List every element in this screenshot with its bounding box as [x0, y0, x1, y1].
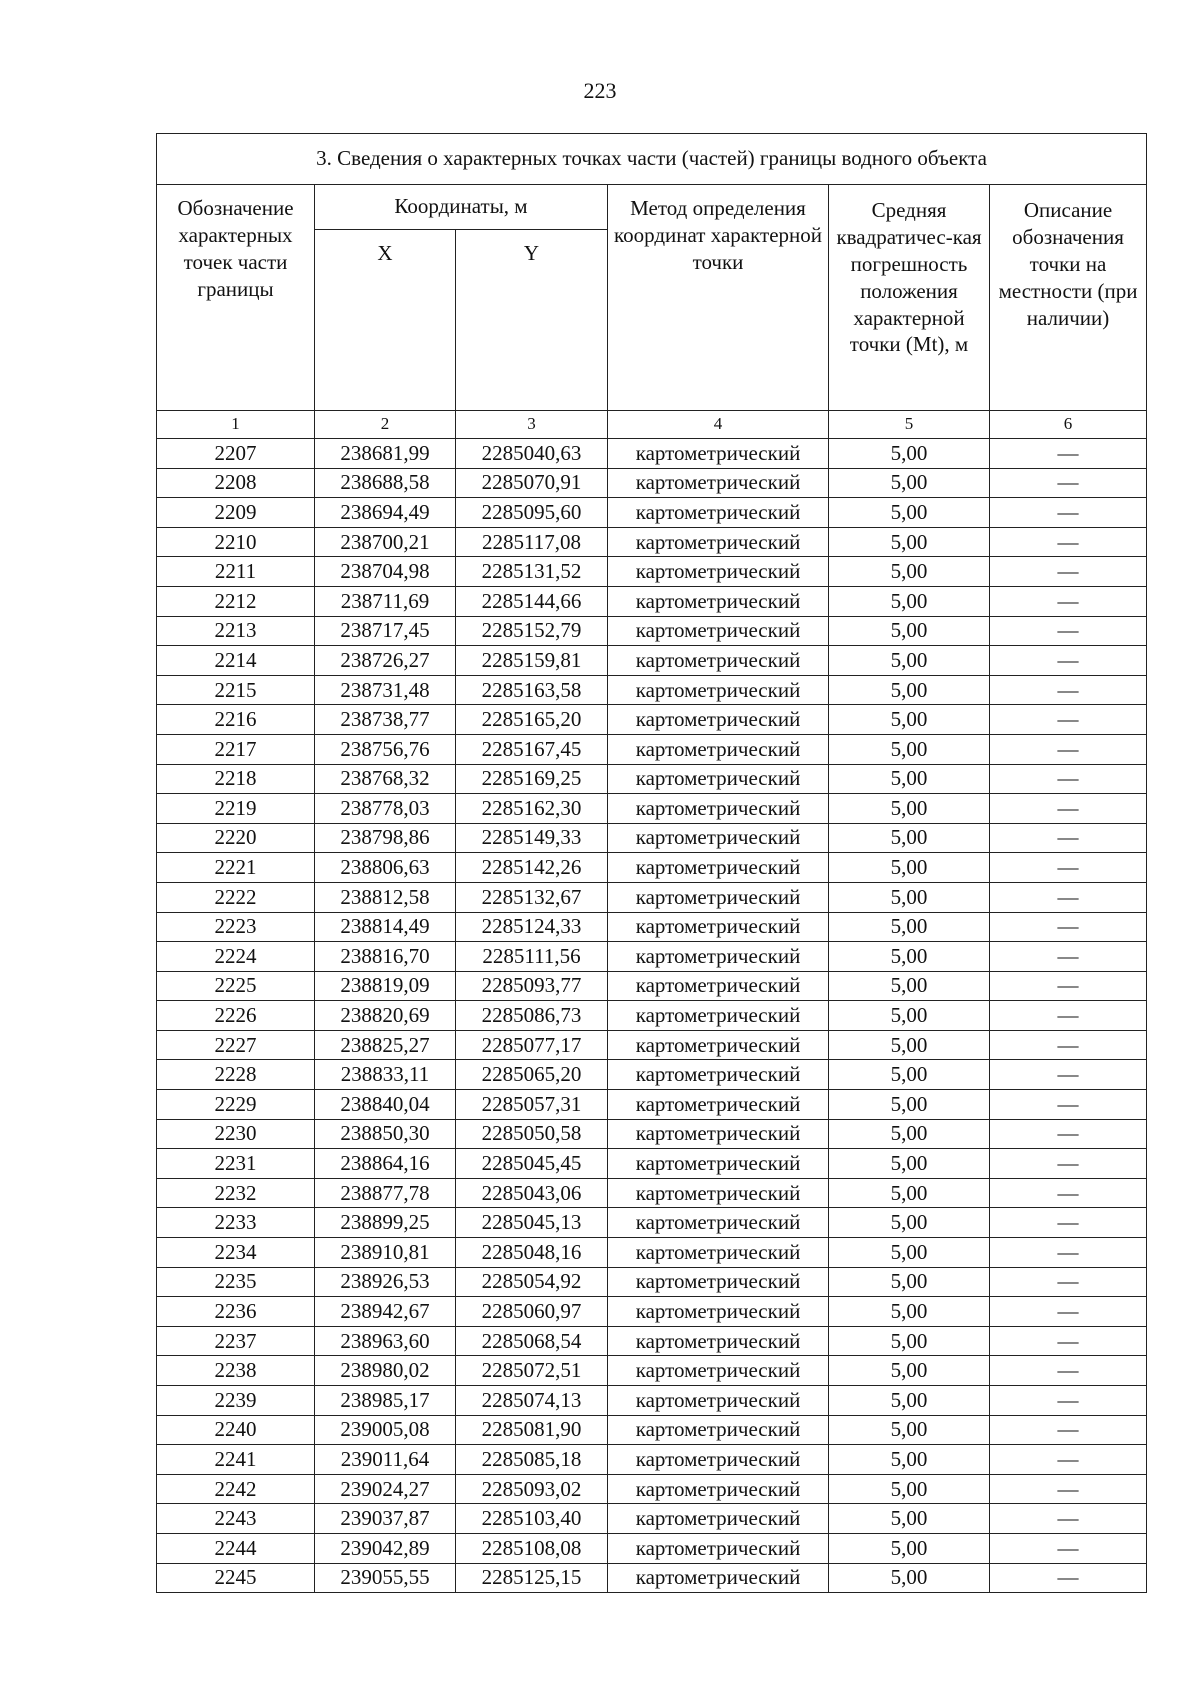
header-description: Описание обозначения точки на местности (при наличии) [990, 185, 1147, 411]
description-cell: — [990, 616, 1147, 646]
table-row [157, 823, 1147, 853]
table-row [157, 1238, 1147, 1268]
description-cell: — [990, 794, 1147, 824]
point-id-cell: 2242 [157, 1474, 315, 1504]
point-id-cell: 2244 [157, 1533, 315, 1563]
description-cell: — [990, 1326, 1147, 1356]
table-row [157, 1208, 1147, 1238]
description-cell: — [990, 646, 1147, 676]
point-id-cell: 2235 [157, 1267, 315, 1297]
error-value-cell: 5,00 [829, 1386, 990, 1416]
y-coordinate-cell: 2285125,15 [456, 1563, 608, 1593]
point-id-cell: 2216 [157, 705, 315, 735]
column-number: 5 [829, 411, 990, 439]
y-coordinate-cell: 2285050,58 [456, 1119, 608, 1149]
error-value-cell: 5,00 [829, 942, 990, 972]
column-number: 3 [456, 411, 608, 439]
description-cell: — [990, 1208, 1147, 1238]
table-row [157, 1386, 1147, 1416]
column-number: 2 [315, 411, 456, 439]
error-value-cell: 5,00 [829, 1178, 990, 1208]
x-coordinate-cell: 238926,53 [315, 1267, 456, 1297]
x-coordinate-cell: 238850,30 [315, 1119, 456, 1149]
description-cell: — [990, 1238, 1147, 1268]
y-coordinate-cell: 2285048,16 [456, 1238, 608, 1268]
y-coordinate-cell: 2285142,26 [456, 853, 608, 883]
y-coordinate-cell: 2285132,67 [456, 882, 608, 912]
x-coordinate-cell: 238681,99 [315, 439, 456, 469]
description-cell: — [990, 439, 1147, 469]
point-id-cell: 2220 [157, 823, 315, 853]
x-coordinate-cell: 238756,76 [315, 734, 456, 764]
method-cell: картометрический [608, 1356, 829, 1386]
header-point-name: Обозначение характерных точек части границы [157, 185, 315, 411]
method-cell: картометрический [608, 1386, 829, 1416]
column-number: 6 [990, 411, 1147, 439]
description-cell: — [990, 557, 1147, 587]
error-value-cell: 5,00 [829, 616, 990, 646]
point-id-cell: 2215 [157, 675, 315, 705]
table-row [157, 1504, 1147, 1534]
description-cell: — [990, 1504, 1147, 1534]
point-id-cell: 2228 [157, 1060, 315, 1090]
table-row [157, 1297, 1147, 1327]
point-id-cell: 2222 [157, 882, 315, 912]
table-header [157, 134, 1147, 439]
error-value-cell: 5,00 [829, 439, 990, 469]
y-coordinate-cell: 2285095,60 [456, 498, 608, 528]
header-coordinates: Координаты, м [315, 185, 608, 230]
point-id-cell: 2221 [157, 853, 315, 883]
method-cell: картометрический [608, 882, 829, 912]
table-row [157, 586, 1147, 616]
table-row [157, 616, 1147, 646]
method-cell: картометрический [608, 1267, 829, 1297]
error-value-cell: 5,00 [829, 734, 990, 764]
method-cell: картометрический [608, 823, 829, 853]
method-cell: картометрический [608, 1504, 829, 1534]
error-value-cell: 5,00 [829, 912, 990, 942]
table-row [157, 1415, 1147, 1445]
description-cell: — [990, 912, 1147, 942]
y-coordinate-cell: 2285111,56 [456, 942, 608, 972]
y-coordinate-cell: 2285070,91 [456, 468, 608, 498]
point-id-cell: 2209 [157, 498, 315, 528]
x-coordinate-cell: 238820,69 [315, 1001, 456, 1031]
x-coordinate-cell: 238806,63 [315, 853, 456, 883]
point-id-cell: 2243 [157, 1504, 315, 1534]
description-cell: — [990, 468, 1147, 498]
x-coordinate-cell: 239011,64 [315, 1445, 456, 1475]
table-row [157, 1149, 1147, 1179]
y-coordinate-cell: 2285144,66 [456, 586, 608, 616]
x-coordinate-cell: 238768,32 [315, 764, 456, 794]
point-id-cell: 2207 [157, 439, 315, 469]
description-cell: — [990, 1533, 1147, 1563]
description-cell: — [990, 823, 1147, 853]
description-cell: — [990, 586, 1147, 616]
point-id-cell: 2240 [157, 1415, 315, 1445]
description-cell: — [990, 1178, 1147, 1208]
x-coordinate-cell: 238731,48 [315, 675, 456, 705]
table-row [157, 1119, 1147, 1149]
table-row [157, 1178, 1147, 1208]
method-cell: картометрический [608, 439, 829, 469]
table-row [157, 1474, 1147, 1504]
x-coordinate-cell: 238704,98 [315, 557, 456, 587]
error-value-cell: 5,00 [829, 1267, 990, 1297]
error-value-cell: 5,00 [829, 1149, 990, 1179]
method-cell: картометрический [608, 853, 829, 883]
error-value-cell: 5,00 [829, 1060, 990, 1090]
error-value-cell: 5,00 [829, 1504, 990, 1534]
method-cell: картометрический [608, 705, 829, 735]
x-coordinate-cell: 239042,89 [315, 1533, 456, 1563]
error-value-cell: 5,00 [829, 1326, 990, 1356]
error-value-cell: 5,00 [829, 882, 990, 912]
y-coordinate-cell: 2285131,52 [456, 557, 608, 587]
method-cell: картометрический [608, 1090, 829, 1120]
x-coordinate-cell: 238816,70 [315, 942, 456, 972]
description-cell: — [990, 1267, 1147, 1297]
method-cell: картометрический [608, 1178, 829, 1208]
error-value-cell: 5,00 [829, 646, 990, 676]
x-coordinate-cell: 238726,27 [315, 646, 456, 676]
method-cell: картометрический [608, 468, 829, 498]
error-value-cell: 5,00 [829, 1297, 990, 1327]
table-row [157, 1060, 1147, 1090]
y-coordinate-cell: 2285065,20 [456, 1060, 608, 1090]
y-coordinate-cell: 2285165,20 [456, 705, 608, 735]
x-coordinate-cell: 238688,58 [315, 468, 456, 498]
y-coordinate-cell: 2285077,17 [456, 1030, 608, 1060]
table-row [157, 675, 1147, 705]
method-cell: картометрический [608, 586, 829, 616]
method-cell: картометрический [608, 646, 829, 676]
table-body [157, 439, 1147, 1593]
point-id-cell: 2219 [157, 794, 315, 824]
point-id-cell: 2233 [157, 1208, 315, 1238]
y-coordinate-cell: 2285108,08 [456, 1533, 608, 1563]
description-cell: — [990, 527, 1147, 557]
error-value-cell: 5,00 [829, 764, 990, 794]
table-row [157, 764, 1147, 794]
x-coordinate-cell: 238717,45 [315, 616, 456, 646]
method-cell: картометрический [608, 1238, 829, 1268]
y-coordinate-cell: 2285124,33 [456, 912, 608, 942]
x-coordinate-cell: 238980,02 [315, 1356, 456, 1386]
y-coordinate-cell: 2285103,40 [456, 1504, 608, 1534]
x-coordinate-cell: 238877,78 [315, 1178, 456, 1208]
page-number: 223 [583, 78, 617, 103]
x-coordinate-cell: 238942,67 [315, 1297, 456, 1327]
point-id-cell: 2211 [157, 557, 315, 587]
x-coordinate-cell: 238738,77 [315, 705, 456, 735]
method-cell: картометрический [608, 1208, 829, 1238]
y-coordinate-cell: 2285081,90 [456, 1415, 608, 1445]
method-cell: картометрический [608, 1001, 829, 1031]
point-id-cell: 2232 [157, 1178, 315, 1208]
method-cell: картометрический [608, 1445, 829, 1475]
header-y: Y [456, 230, 608, 411]
table-row [157, 853, 1147, 883]
y-coordinate-cell: 2285045,45 [456, 1149, 608, 1179]
description-cell: — [990, 942, 1147, 972]
method-cell: картометрический [608, 1297, 829, 1327]
description-cell: — [990, 971, 1147, 1001]
y-coordinate-cell: 2285068,54 [456, 1326, 608, 1356]
point-id-cell: 2245 [157, 1563, 315, 1593]
point-id-cell: 2226 [157, 1001, 315, 1031]
error-value-cell: 5,00 [829, 853, 990, 883]
y-coordinate-cell: 2285074,13 [456, 1386, 608, 1416]
description-cell: — [990, 1474, 1147, 1504]
table-row [157, 734, 1147, 764]
error-value-cell: 5,00 [829, 1533, 990, 1563]
description-cell: — [990, 1386, 1147, 1416]
error-value-cell: 5,00 [829, 1001, 990, 1031]
point-id-cell: 2218 [157, 764, 315, 794]
description-cell: — [990, 882, 1147, 912]
x-coordinate-cell: 239005,08 [315, 1415, 456, 1445]
y-coordinate-cell: 2285167,45 [456, 734, 608, 764]
error-value-cell: 5,00 [829, 498, 990, 528]
error-value-cell: 5,00 [829, 1208, 990, 1238]
point-id-cell: 2213 [157, 616, 315, 646]
y-coordinate-cell: 2285093,02 [456, 1474, 608, 1504]
error-value-cell: 5,00 [829, 675, 990, 705]
error-value-cell: 5,00 [829, 557, 990, 587]
x-coordinate-cell: 238899,25 [315, 1208, 456, 1238]
header-error: Средняя квадратичес-кая погрешность положения характерной точки (Mt), м [829, 185, 990, 411]
point-id-cell: 2227 [157, 1030, 315, 1060]
description-cell: — [990, 705, 1147, 735]
description-cell: — [990, 1415, 1147, 1445]
y-coordinate-cell: 2285163,58 [456, 675, 608, 705]
method-cell: картометрический [608, 498, 829, 528]
table-row [157, 1267, 1147, 1297]
description-cell: — [990, 734, 1147, 764]
y-coordinate-cell: 2285072,51 [456, 1356, 608, 1386]
point-id-cell: 2239 [157, 1386, 315, 1416]
point-id-cell: 2225 [157, 971, 315, 1001]
table-row [157, 527, 1147, 557]
error-value-cell: 5,00 [829, 1415, 990, 1445]
description-cell: — [990, 1563, 1147, 1593]
error-value-cell: 5,00 [829, 1119, 990, 1149]
y-coordinate-cell: 2285054,92 [456, 1267, 608, 1297]
error-value-cell: 5,00 [829, 1445, 990, 1475]
description-cell: — [990, 853, 1147, 883]
x-coordinate-cell: 239055,55 [315, 1563, 456, 1593]
method-cell: картометрический [608, 1563, 829, 1593]
x-coordinate-cell: 238812,58 [315, 882, 456, 912]
table-row [157, 468, 1147, 498]
x-coordinate-cell: 238778,03 [315, 794, 456, 824]
x-coordinate-cell: 238819,09 [315, 971, 456, 1001]
x-coordinate-cell: 238825,27 [315, 1030, 456, 1060]
table-row [157, 882, 1147, 912]
x-coordinate-cell: 238963,60 [315, 1326, 456, 1356]
point-id-cell: 2231 [157, 1149, 315, 1179]
table-title: 3. Сведения о характерных точках части (частей) границы водного объекта [157, 134, 1147, 185]
y-coordinate-cell: 2285149,33 [456, 823, 608, 853]
table-row [157, 1356, 1147, 1386]
y-coordinate-cell: 2285040,63 [456, 439, 608, 469]
point-id-cell: 2217 [157, 734, 315, 764]
method-cell: картометрический [608, 1149, 829, 1179]
column-numbers-row [157, 411, 1147, 439]
y-coordinate-cell: 2285045,13 [456, 1208, 608, 1238]
description-cell: — [990, 1090, 1147, 1120]
error-value-cell: 5,00 [829, 1090, 990, 1120]
description-cell: — [990, 1030, 1147, 1060]
method-cell: картометрический [608, 1415, 829, 1445]
method-cell: картометрический [608, 912, 829, 942]
table-row [157, 1533, 1147, 1563]
method-cell: картометрический [608, 971, 829, 1001]
table-row [157, 794, 1147, 824]
table-row [157, 1030, 1147, 1060]
description-cell: — [990, 1445, 1147, 1475]
point-id-cell: 2208 [157, 468, 315, 498]
x-coordinate-cell: 238798,86 [315, 823, 456, 853]
y-coordinate-cell: 2285162,30 [456, 794, 608, 824]
table-row [157, 942, 1147, 972]
column-number: 1 [157, 411, 315, 439]
error-value-cell: 5,00 [829, 1030, 990, 1060]
y-coordinate-cell: 2285159,81 [456, 646, 608, 676]
error-value-cell: 5,00 [829, 1474, 990, 1504]
x-coordinate-cell: 238700,21 [315, 527, 456, 557]
error-value-cell: 5,00 [829, 823, 990, 853]
point-id-cell: 2223 [157, 912, 315, 942]
boundary-points-table [156, 133, 1147, 1593]
table-row [157, 912, 1147, 942]
point-id-cell: 2236 [157, 1297, 315, 1327]
method-cell: картометрический [608, 734, 829, 764]
table-row [157, 971, 1147, 1001]
x-coordinate-cell: 238864,16 [315, 1149, 456, 1179]
point-id-cell: 2230 [157, 1119, 315, 1149]
x-coordinate-cell: 238814,49 [315, 912, 456, 942]
table-row [157, 646, 1147, 676]
point-id-cell: 2241 [157, 1445, 315, 1475]
point-id-cell: 2212 [157, 586, 315, 616]
y-coordinate-cell: 2285152,79 [456, 616, 608, 646]
y-coordinate-cell: 2285169,25 [456, 764, 608, 794]
error-value-cell: 5,00 [829, 705, 990, 735]
x-coordinate-cell: 238694,49 [315, 498, 456, 528]
table-row [157, 498, 1147, 528]
method-cell: картометрический [608, 1326, 829, 1356]
description-cell: — [990, 1001, 1147, 1031]
y-coordinate-cell: 2285086,73 [456, 1001, 608, 1031]
table-row [157, 1563, 1147, 1593]
table-row [157, 1001, 1147, 1031]
description-cell: — [990, 675, 1147, 705]
x-coordinate-cell: 238833,11 [315, 1060, 456, 1090]
method-cell: картометрический [608, 764, 829, 794]
description-cell: — [990, 1149, 1147, 1179]
description-cell: — [990, 1356, 1147, 1386]
point-id-cell: 2234 [157, 1238, 315, 1268]
table-row [157, 439, 1147, 469]
header-x: X [315, 230, 456, 411]
method-cell: картометрический [608, 1474, 829, 1504]
method-cell: картометрический [608, 557, 829, 587]
y-coordinate-cell: 2285093,77 [456, 971, 608, 1001]
point-id-cell: 2214 [157, 646, 315, 676]
method-cell: картометрический [608, 527, 829, 557]
y-coordinate-cell: 2285085,18 [456, 1445, 608, 1475]
point-id-cell: 2238 [157, 1356, 315, 1386]
method-cell: картометрический [608, 616, 829, 646]
point-id-cell: 2229 [157, 1090, 315, 1120]
error-value-cell: 5,00 [829, 794, 990, 824]
x-coordinate-cell: 238840,04 [315, 1090, 456, 1120]
header-method: Метод определения координат характерной точки [608, 185, 829, 411]
error-value-cell: 5,00 [829, 1238, 990, 1268]
method-cell: картометрический [608, 1060, 829, 1090]
y-coordinate-cell: 2285117,08 [456, 527, 608, 557]
description-cell: — [990, 498, 1147, 528]
method-cell: картометрический [608, 1030, 829, 1060]
table-row [157, 705, 1147, 735]
table-row [157, 1090, 1147, 1120]
table-row [157, 557, 1147, 587]
y-coordinate-cell: 2285057,31 [456, 1090, 608, 1120]
method-cell: картометрический [608, 1119, 829, 1149]
method-cell: картометрический [608, 942, 829, 972]
method-cell: картометрический [608, 675, 829, 705]
error-value-cell: 5,00 [829, 1563, 990, 1593]
table-row [157, 1326, 1147, 1356]
x-coordinate-cell: 238985,17 [315, 1386, 456, 1416]
error-value-cell: 5,00 [829, 586, 990, 616]
description-cell: — [990, 1060, 1147, 1090]
x-coordinate-cell: 238711,69 [315, 586, 456, 616]
description-cell: — [990, 764, 1147, 794]
method-cell: картометрический [608, 794, 829, 824]
x-coordinate-cell: 239024,27 [315, 1474, 456, 1504]
point-id-cell: 2210 [157, 527, 315, 557]
error-value-cell: 5,00 [829, 971, 990, 1001]
description-cell: — [990, 1297, 1147, 1327]
x-coordinate-cell: 238910,81 [315, 1238, 456, 1268]
y-coordinate-cell: 2285060,97 [456, 1297, 608, 1327]
x-coordinate-cell: 239037,87 [315, 1504, 456, 1534]
error-value-cell: 5,00 [829, 527, 990, 557]
column-number: 4 [608, 411, 829, 439]
error-value-cell: 5,00 [829, 468, 990, 498]
point-id-cell: 2224 [157, 942, 315, 972]
table-row [157, 1445, 1147, 1475]
y-coordinate-cell: 2285043,06 [456, 1178, 608, 1208]
error-value-cell: 5,00 [829, 1356, 990, 1386]
method-cell: картометрический [608, 1533, 829, 1563]
point-id-cell: 2237 [157, 1326, 315, 1356]
description-cell: — [990, 1119, 1147, 1149]
